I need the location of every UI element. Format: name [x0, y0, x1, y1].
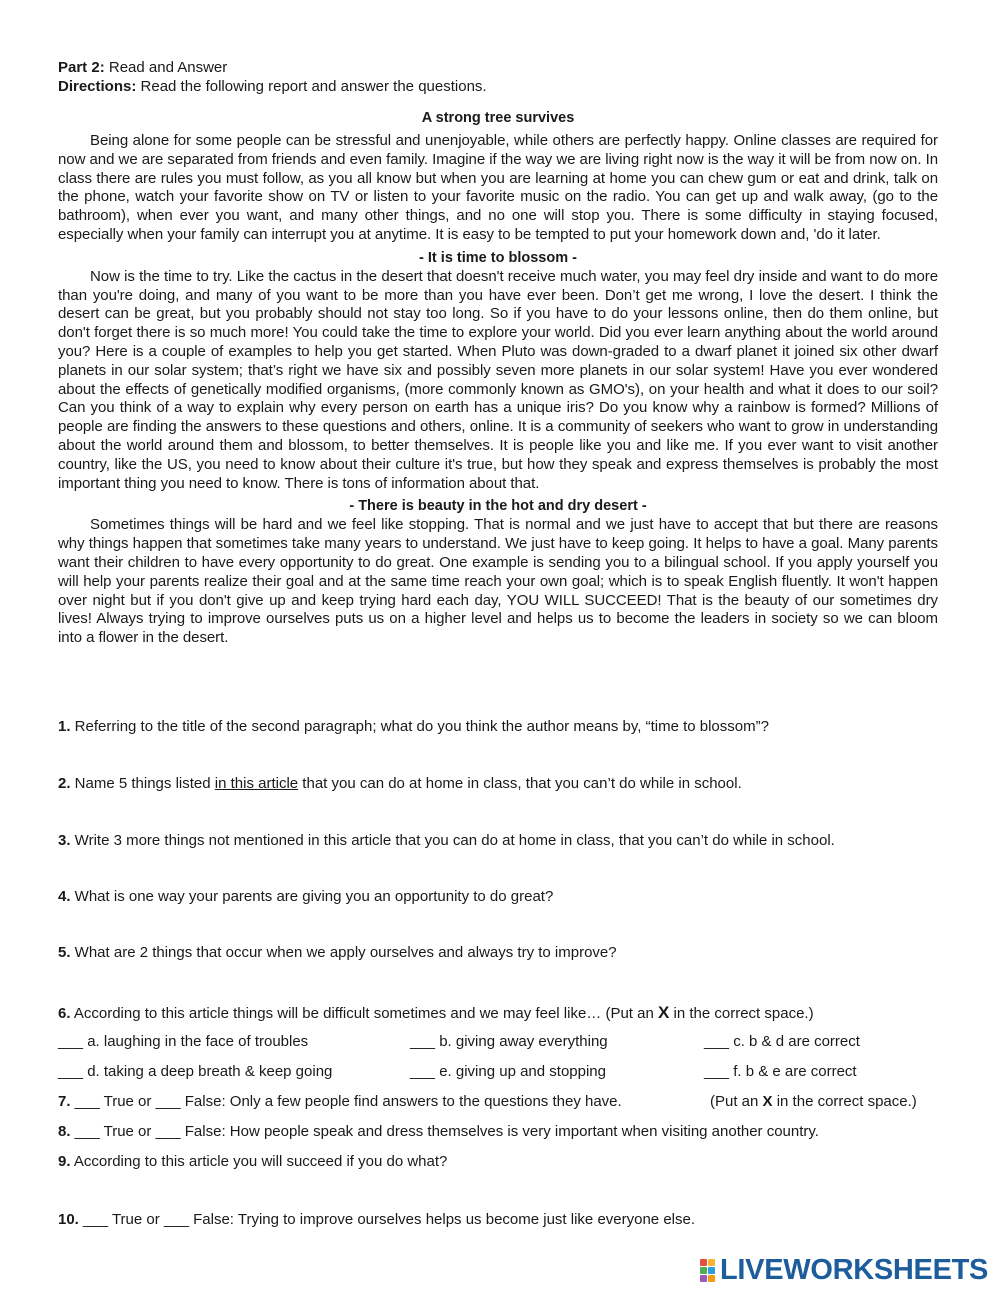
question-text: Name 5 things listed: [70, 775, 215, 792]
logo-square: [708, 1275, 715, 1282]
logo-square: [708, 1267, 715, 1274]
article-paragraph-1: Being alone for some people can be stressful and unenjoyable, while others are perfectly happy. Online classes are required for now and we are separated from friends and even family. Imagine if the way we are living right now is the way it will be from now on. In class there are rules you must follow, as you all know but when you are learning at home you can chew gum or eat and drink, talk on the phone, watch your favorite show on TV or listen to your favorite music on the radio. You can get up and walk away, (go to the bathroom), when ever you want, and many other things, and no one will stop you. There is some difficulty in staying focused, especially when your family can interrupt you at anytime. It is easy to be tempted to put your homework down and, 'do it later.: [58, 132, 938, 243]
question-text: What are 2 things that occur when we apply ourselves and always try to improve?: [70, 944, 617, 961]
answer-blank[interactable]: ___: [410, 1033, 436, 1050]
question-text: Referring to the title of the second paragraph; what do you think the author means by, “time to blossom”?: [70, 718, 769, 735]
underlined-phrase: in this article: [214, 775, 299, 792]
question-5: [58, 943, 617, 962]
x-mark: X: [658, 1003, 670, 1022]
logo-square: [700, 1275, 707, 1282]
option-c[interactable]: [704, 1032, 860, 1051]
question-number: 9.: [58, 1153, 71, 1170]
option-text: c. b & d are correct: [729, 1033, 860, 1050]
answer-blank[interactable]: ___: [58, 1063, 84, 1080]
question-number: 1.: [58, 718, 71, 735]
part-label: Part 2:: [58, 59, 105, 76]
question-text[interactable]: ___ True or ___ False: How people speak and dress themselves is very important when visiting another country.: [70, 1123, 819, 1140]
question-number: 4.: [58, 888, 71, 905]
question-number: 7.: [58, 1093, 71, 1110]
question-text: According to this article things will be difficult sometimes and we may feel like… (Put an: [70, 1005, 658, 1022]
question-number: 5.: [58, 944, 71, 961]
question-text-end: that you can do at home in class, that you can’t do while in school.: [298, 775, 742, 792]
question-2: [58, 774, 742, 793]
part-text: Read and Answer: [104, 59, 228, 76]
option-text: a. laughing in the face of troubles: [83, 1033, 309, 1050]
question-4: [58, 887, 553, 906]
question-number: 8.: [58, 1123, 71, 1140]
article-paragraph-2: Now is the time to try. Like the cactus in the desert that doesn't receive much water, you may feel dry inside and want to do more than you're doing, and many of you want to be more than you have ever been. Don’t get me wrong, I love the desert. I think the desert can be great, but you probably should not stay too long. So if you have to do your lessons online, then do them online, but don't forget there is so much more! You could take the time to explore your world. Did you ever learn anything about the world around you? Here is a couple of examples to help you get started. When Pluto was down-graded to a dwarf planet it joined six other dwarf planets in our solar system; that’s right we have six and possibly seven more planets in our solar system! Have you ever wondered about the effects of genetically modified organisms, (more commonly known as GMO's), on your health and what it does to our soil? Can you think of a way to explain why every person on earth has a unique iris? Do you know why a rainbow is formed? Millions of people are finding the answers to these questions and others, online. It is a community of seekers who want to grow in understanding about the world around them and blossom, to better themselves. It is people like you and like me. If you ever want to visit another country, like the US, you need to know about their culture it's true, but how they speak and express themselves is probably the most important thing you need to know. There is tons of information about that.: [58, 267, 938, 492]
question-number: 6.: [58, 1005, 71, 1022]
answer-blank[interactable]: ___: [410, 1063, 436, 1080]
question-7-note: [710, 1092, 917, 1111]
question-6: [58, 1003, 814, 1023]
logo-mark-icon: [700, 1259, 715, 1282]
answer-blank[interactable]: ___: [704, 1063, 730, 1080]
option-e[interactable]: [410, 1062, 606, 1081]
logo-square: [700, 1259, 707, 1266]
question-10: [58, 1210, 695, 1229]
note-text: (Put an: [710, 1093, 763, 1110]
option-text: d. taking a deep breath & keep going: [83, 1063, 333, 1080]
question-text[interactable]: ___ True or ___ False: Only a few people find answers to the questions they have.: [70, 1093, 622, 1110]
part-heading: [58, 58, 938, 77]
option-text: e. giving up and stopping: [435, 1063, 606, 1080]
note-text-end: in the correct space.): [772, 1093, 917, 1110]
logo-square: [700, 1267, 707, 1274]
option-f[interactable]: [704, 1062, 857, 1081]
option-b[interactable]: [410, 1032, 608, 1051]
liveworksheets-logo[interactable]: [700, 1256, 988, 1284]
question-number: 2.: [58, 775, 71, 792]
logo-text: LIVEWORKSHEETS: [720, 1254, 989, 1286]
question-text: Write 3 more things not mentioned in this article that you can do at home in class, that you can’t do while in school.: [70, 832, 835, 849]
question-text-end: in the correct space.): [669, 1005, 814, 1022]
question-text: What is one way your parents are giving you an opportunity to do great?: [70, 888, 554, 905]
article-title: A strong tree survives: [421, 110, 575, 126]
article-paragraph-3: Sometimes things will be hard and we feel like stopping. That is normal and we just have to accept that but there are reasons why things happen that sometimes take many years to understand. We just have to keep going. It helps to have a goal. Many parents want their children to have every opportunity to do great. One example is sending you to a bilingual school. If you apply yourself you will help your parents realize their goal and at the same time reach your own goal; which is to speak English fluently. It won't happen over night but if you don't give up and keep trying hard each day, YOU WILL SUCCEED! That is the beauty of our sometimes dry lives! Always trying to improve ourselves puts us on a higher level and helps us to become the leaders in society so we can bloom into a flower in the desert.: [58, 516, 938, 647]
answer-blank[interactable]: ___: [58, 1033, 84, 1050]
option-text: b. giving away everything: [435, 1033, 608, 1050]
question-7: [58, 1092, 622, 1111]
question-number: 3.: [58, 832, 71, 849]
question-8: [58, 1122, 819, 1141]
x-mark: X: [762, 1093, 773, 1110]
section-heading-beauty: - There is beauty in the hot and dry desert -: [349, 498, 647, 515]
logo-square: [708, 1259, 715, 1266]
directions: [58, 77, 938, 96]
option-text: f. b & e are correct: [729, 1063, 857, 1080]
question-number: 10.: [58, 1211, 79, 1228]
question-text: According to this article you will succeed if you do what?: [70, 1153, 448, 1170]
question-3: [58, 831, 835, 850]
question-1: [58, 717, 769, 736]
question-text[interactable]: ___ True or ___ False: Trying to improve ourselves helps us become just like everyone else.: [78, 1211, 696, 1228]
answer-blank[interactable]: ___: [704, 1033, 730, 1050]
directions-label: Directions:: [58, 78, 137, 95]
worksheet-page: [58, 58, 938, 648]
section-heading-blossom: - It is time to blossom -: [419, 249, 577, 266]
option-d[interactable]: [58, 1062, 332, 1081]
question-9: [58, 1152, 447, 1171]
directions-text: Read the following report and answer the questions.: [136, 78, 487, 95]
option-a[interactable]: [58, 1032, 308, 1051]
